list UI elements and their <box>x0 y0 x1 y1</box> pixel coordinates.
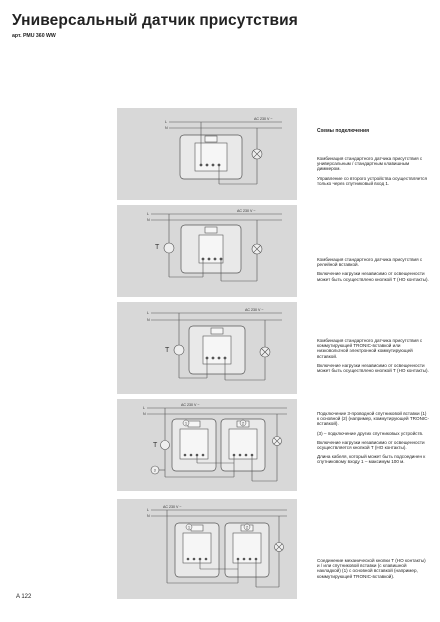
svg-text:L: L <box>147 508 149 512</box>
svg-text:T: T <box>165 347 170 354</box>
label-ac: AC 230 V ~ <box>254 117 273 121</box>
callout-3: 3 <box>153 468 156 473</box>
svg-text:AC 230 V ~: AC 230 V ~ <box>163 505 182 509</box>
section-heading: Схемы подключения <box>317 128 370 134</box>
label-n: N <box>165 126 168 130</box>
wiring-diagram-2 <box>117 205 297 297</box>
wiring-diagram-4 <box>117 399 297 491</box>
svg-text:AC 230 V ~: AC 230 V ~ <box>237 209 256 213</box>
svg-text:AC 230 V ~: AC 230 V ~ <box>181 403 200 407</box>
svg-text:N: N <box>143 412 146 416</box>
wiring-diagram-5 <box>117 499 297 599</box>
description-4: Подключение 3-проводной спутниковой вставки (1) к основной (2) (например, коммутирующей TRONIC-вставкой). (3) – подключение других спутниковых устройств. Включение нагрузки независимо от освещенности осуществляется кнопкой T (НО контакты). Длина кабеля, который может быть подсоединен к спутниковому входу 1 – максимум 100 м. <box>317 411 430 465</box>
wiring-diagram-1 <box>117 108 297 200</box>
svg-text:N: N <box>147 218 150 222</box>
page-number: A 122 <box>16 594 32 600</box>
svg-text:L: L <box>147 311 149 315</box>
svg-text:N: N <box>147 514 150 518</box>
label-l: L <box>165 120 167 124</box>
description-5: Соединение механической кнопки T (НО контакты) и / или спутниковой вставки (с клавишной накладкой) (1) с основной вставкой (например, коммутирующей TRONIC-вставкой). <box>317 558 426 579</box>
wiring-diagram-3 <box>117 302 297 394</box>
description-2: Комбинация стандартного датчика присутствия с релейной вставкой. Включение нагрузки независимо от освещенности может быть осуществлено кнопкой T (НО контакты). <box>317 257 429 282</box>
svg-text:L: L <box>143 406 145 410</box>
svg-text:1: 1 <box>185 421 187 426</box>
svg-text:2: 2 <box>246 525 248 530</box>
svg-text:T: T <box>153 442 158 449</box>
svg-text:N: N <box>147 318 150 322</box>
page-subtitle: арт. PMU 360 WW <box>12 33 56 39</box>
svg-text:L: L <box>147 212 149 216</box>
svg-text:1: 1 <box>188 525 190 530</box>
svg-text:AC 230 V ~: AC 230 V ~ <box>245 308 264 312</box>
description-3: Комбинация стандартного датчика присутствия с коммутирующей TRONIC-вставкой или низковольтной электронной коммутирующей вставкой. Включение нагрузки независимо от освещенности может быть осуществлено кнопкой T (НО контакты). <box>317 338 429 374</box>
button-t-label: T <box>155 244 160 251</box>
page-title: Универсальный датчик присутствия <box>12 12 298 29</box>
svg-text:2: 2 <box>242 421 244 426</box>
description-1: Комбинация стандартного датчика присутствия с универсальным / стандартным клавишным диммером. Управление со второго устройства осуществляется только через спутниковый вход 1. <box>317 156 427 186</box>
